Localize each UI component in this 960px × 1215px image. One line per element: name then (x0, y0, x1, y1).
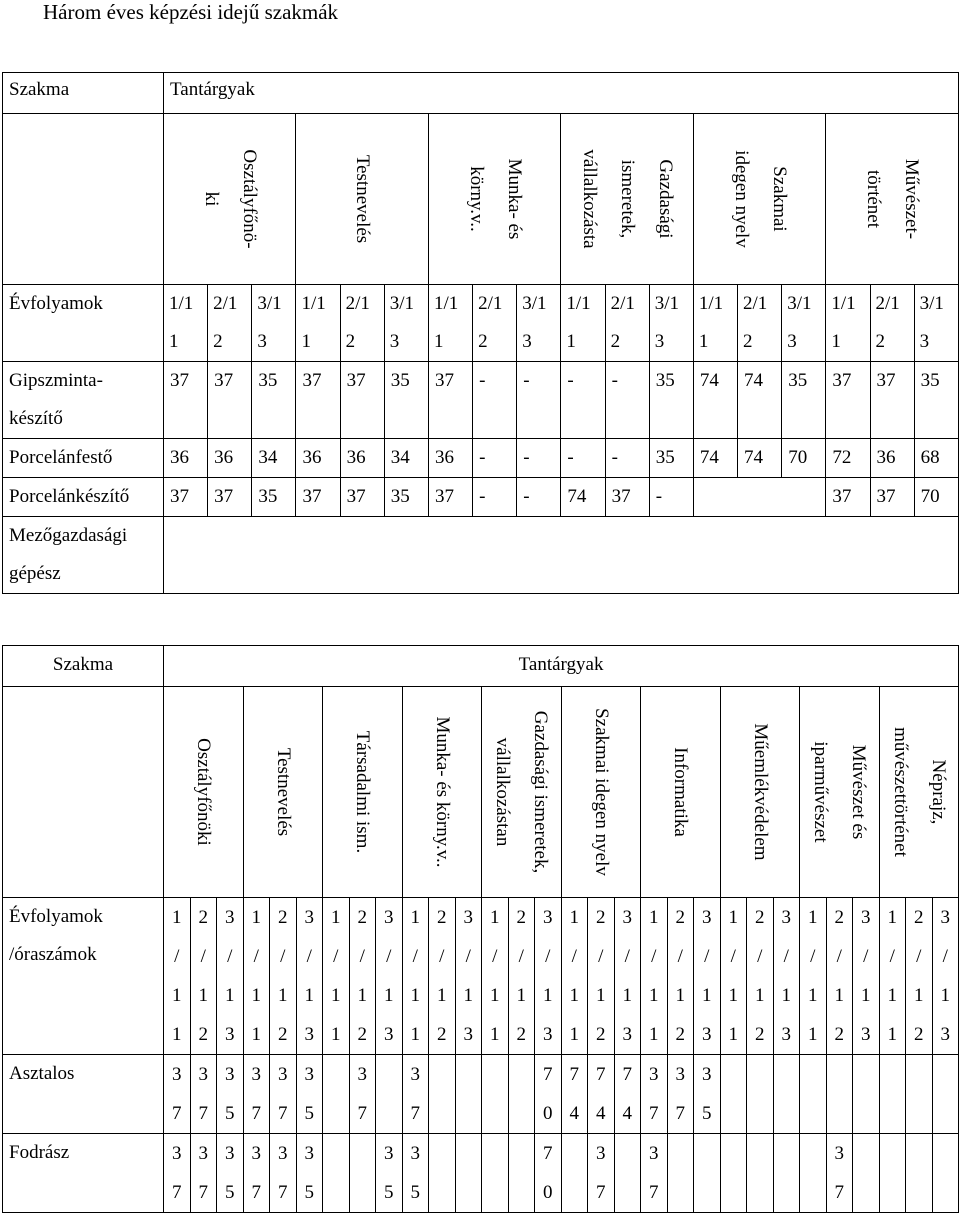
year-cell: 3 / 1 3 (217, 898, 244, 1055)
table-cell: 37 (296, 478, 340, 517)
table-cell: 36 (870, 439, 914, 478)
subject-label: Műemlékvédelem (749, 723, 771, 861)
table-cell (932, 1134, 959, 1213)
table-three-year-2 (2, 645, 959, 1213)
year-cell: 2 / 1 2 (826, 898, 853, 1055)
subject-header (164, 114, 296, 285)
table-cell: 35 (649, 362, 693, 439)
table-cell (720, 1134, 747, 1213)
subject-label: Gazdasági ismeretek, vállalkozásta (579, 149, 677, 249)
table-cell: 7 0 (535, 1055, 562, 1134)
subject-label: Munka- és körny.v.. (465, 158, 525, 240)
year-cell: 1/1 1 (693, 285, 737, 362)
table-cell (482, 1055, 509, 1134)
table-cell (508, 1134, 535, 1213)
table-cell (773, 1134, 800, 1213)
year-cell: 2/1 2 (473, 285, 517, 362)
year-cell: 2 / 1 2 (270, 898, 297, 1055)
table-row (3, 1055, 959, 1134)
subject-header (428, 114, 560, 285)
year-cell: 3 / 1 3 (535, 898, 562, 1055)
year-cell: 3 / 1 3 (376, 898, 403, 1055)
year-cell: 1/1 1 (296, 285, 340, 362)
col-header-tantargyak: Tantárgyak (164, 646, 959, 687)
subject-header (561, 114, 693, 285)
year-cell: 2 / 1 2 (349, 898, 376, 1055)
table-cell (482, 1134, 509, 1213)
year-cell: 2 / 1 2 (747, 898, 774, 1055)
row-label: Fodrász (3, 1134, 164, 1213)
year-cell: 1 / 1 1 (482, 898, 509, 1055)
table-cell (694, 1134, 721, 1213)
table-cell (853, 1055, 880, 1134)
table-cell: 3 5 (296, 1134, 323, 1213)
year-cell: 1 / 1 1 (402, 898, 429, 1055)
table-cell: 37 (826, 362, 870, 439)
table-cell: - (473, 362, 517, 439)
table-cell: 37 (605, 478, 649, 517)
subject-label: Osztályfőnöki (193, 738, 215, 846)
header-row (3, 646, 959, 687)
table-cell: 34 (252, 439, 296, 478)
table-cell (323, 1134, 350, 1213)
empty-cell (3, 114, 164, 285)
year-cell: 1 / 1 1 (800, 898, 827, 1055)
table-cell: 3 5 (296, 1055, 323, 1134)
table-cell: 36 (340, 439, 384, 478)
table-cell: 7 0 (535, 1134, 562, 1213)
table-cell: 3 7 (190, 1134, 217, 1213)
years-row (3, 898, 959, 1055)
subject-label: Testnevelés (352, 154, 374, 244)
table-row (3, 362, 959, 439)
year-cell: 1 / 1 1 (243, 898, 270, 1055)
year-cell: 3 / 1 3 (853, 898, 880, 1055)
subject-header (243, 687, 323, 898)
table-cell (800, 1055, 827, 1134)
subject-label: Informatika (670, 747, 692, 837)
table-cell: 3 5 (217, 1134, 244, 1213)
table-cell: 3 7 (641, 1134, 668, 1213)
table-cell: 3 7 (641, 1055, 668, 1134)
year-cell: 1 / 1 1 (641, 898, 668, 1055)
table-cell: 7 4 (614, 1055, 641, 1134)
table-row (3, 517, 959, 594)
table-cell: 3 7 (243, 1055, 270, 1134)
row-label: Mezőgazdasági gépész (3, 517, 164, 594)
table-cell: 37 (870, 362, 914, 439)
table-cell: - (517, 362, 561, 439)
table-cell: 3 7 (164, 1055, 191, 1134)
table-cell: 37 (208, 478, 252, 517)
table-cell: 37 (340, 478, 384, 517)
table-cell: - (561, 439, 605, 478)
table-cell: 37 (208, 362, 252, 439)
table-cell: 3 7 (270, 1134, 297, 1213)
row-label: Gipszminta- készítő (3, 362, 164, 439)
table-cell: 35 (384, 362, 428, 439)
table-cell (349, 1134, 376, 1213)
table-cell: 37 (340, 362, 384, 439)
year-cell: 2/1 2 (605, 285, 649, 362)
subject-header (826, 114, 959, 285)
table-cell: - (473, 439, 517, 478)
year-cell: 2 / 1 2 (190, 898, 217, 1055)
table-cell (667, 1134, 694, 1213)
table-cell: 36 (428, 439, 472, 478)
subject-header (561, 687, 641, 898)
table-cell: 35 (782, 362, 826, 439)
table-three-year-1 (2, 72, 959, 594)
subject-header (164, 687, 244, 898)
subject-header (641, 687, 721, 898)
table-cell: 3 5 (694, 1055, 721, 1134)
table-cell (455, 1055, 482, 1134)
year-cell: 3/1 3 (782, 285, 826, 362)
table-cell: 35 (914, 362, 958, 439)
table-cell: 3 5 (376, 1134, 403, 1213)
row-label: Porcelánkészítő (3, 478, 164, 517)
table-cell (376, 1055, 403, 1134)
table-cell: 74 (693, 439, 737, 478)
table-cell (879, 1055, 906, 1134)
table-cell (323, 1055, 350, 1134)
year-cell: 3 / 1 3 (932, 898, 959, 1055)
empty-cell (3, 687, 164, 898)
table-cell (508, 1055, 535, 1134)
subject-header (323, 687, 403, 898)
subject-header (482, 687, 562, 898)
table-cell (906, 1134, 933, 1213)
year-cell: 1/1 1 (428, 285, 472, 362)
year-cell: 3 / 1 3 (455, 898, 482, 1055)
table-cell (747, 1134, 774, 1213)
header-row (3, 73, 959, 114)
year-cell: 2/1 2 (208, 285, 252, 362)
year-cell: 2 / 1 2 (588, 898, 615, 1055)
table-cell: - (605, 439, 649, 478)
subject-label: Gazdasági ismeretek, vállalkozástan (492, 710, 552, 874)
table-cell: 34 (384, 439, 428, 478)
table-cell: 3 7 (270, 1055, 297, 1134)
table-cell: 68 (914, 439, 958, 478)
subject-label: Művészet és iparművészet (810, 741, 870, 843)
table-cell (561, 1134, 588, 1213)
subject-header (800, 687, 880, 898)
table-cell: 35 (649, 439, 693, 478)
table-cell: 37 (164, 362, 208, 439)
years-row (3, 285, 959, 362)
subject-header (402, 687, 482, 898)
table-cell (747, 1055, 774, 1134)
col-header-szakma: Szakma (3, 73, 164, 114)
year-cell: 3/1 3 (252, 285, 296, 362)
year-cell: 2 / 1 2 (906, 898, 933, 1055)
year-cell: 3/1 3 (384, 285, 428, 362)
table-cell: 3 7 (826, 1134, 853, 1213)
table-cell: 7 4 (588, 1055, 615, 1134)
table-cell: 37 (826, 478, 870, 517)
table-cell (906, 1055, 933, 1134)
table-cell: - (649, 478, 693, 517)
table-cell: 37 (428, 362, 472, 439)
year-cell: 1 / 1 1 (561, 898, 588, 1055)
table-cell: 70 (782, 439, 826, 478)
subject-header (693, 114, 825, 285)
year-cell: 3/1 3 (649, 285, 693, 362)
table-cell: 3 7 (402, 1055, 429, 1134)
year-cell: 3 / 1 3 (773, 898, 800, 1055)
table-cell (932, 1055, 959, 1134)
year-cell: 1 / 1 1 (323, 898, 350, 1055)
table-cell: 3 7 (588, 1134, 615, 1213)
year-cell: 3 / 1 3 (694, 898, 721, 1055)
row-label: Asztalos (3, 1055, 164, 1134)
table-cell: 74 (738, 439, 782, 478)
table-cell: 37 (164, 478, 208, 517)
page-title: Három éves képzési idejű szakmák (43, 0, 339, 24)
subject-header (296, 114, 428, 285)
table-cell (429, 1055, 456, 1134)
table-cell: 7 4 (561, 1055, 588, 1134)
table-cell: - (561, 362, 605, 439)
table-cell (455, 1134, 482, 1213)
year-cell: 1 / 1 1 (879, 898, 906, 1055)
table-cell: 35 (252, 478, 296, 517)
table-cell: 3 7 (667, 1055, 694, 1134)
subject-label: Néprajz, művészettörténet (889, 727, 949, 857)
table-cell: 35 (252, 362, 296, 439)
subject-label: Szakmai idegen nyelv (730, 150, 790, 248)
subject-label: Munka- és körny.v.. (431, 716, 453, 868)
year-cell: 2 / 1 2 (508, 898, 535, 1055)
table-cell: - (517, 478, 561, 517)
subjects-row (3, 114, 959, 285)
table-cell: 70 (914, 478, 958, 517)
year-cell: 2 / 1 2 (429, 898, 456, 1055)
row-label-evfolyamok: Évfolyamok /óraszámok (3, 898, 164, 1055)
col-header-tantargyak: Tantárgyak (164, 73, 959, 114)
table-cell: 3 7 (243, 1134, 270, 1213)
table-row (3, 478, 959, 517)
subject-label: Szakmai idegen nyelv (590, 708, 612, 876)
table-cell (853, 1134, 880, 1213)
table-cell: 3 7 (190, 1055, 217, 1134)
year-cell: 1/1 1 (561, 285, 605, 362)
table-cell: 36 (208, 439, 252, 478)
year-cell: 2 / 1 2 (667, 898, 694, 1055)
year-cell: 2/1 2 (738, 285, 782, 362)
subject-header (879, 687, 959, 898)
year-cell: 3 / 1 3 (296, 898, 323, 1055)
year-cell: 3/1 3 (517, 285, 561, 362)
table-cell (826, 1055, 853, 1134)
table-cell (614, 1134, 641, 1213)
table-row (3, 1134, 959, 1213)
table-cell: 35 (384, 478, 428, 517)
table-cell (429, 1134, 456, 1213)
subject-label: Osztályfőnö- ki (200, 149, 260, 249)
year-cell: 3/1 3 (914, 285, 958, 362)
subject-label: Testnevelés (272, 747, 294, 837)
table-cell (693, 478, 825, 517)
table-cell (879, 1134, 906, 1213)
table-cell: 36 (164, 439, 208, 478)
subject-label: Művészet- történet (863, 158, 923, 240)
year-cell: 2/1 2 (870, 285, 914, 362)
subject-header (720, 687, 800, 898)
row-label-evfolyamok: Évfolyamok (3, 285, 164, 362)
year-cell: 3 / 1 3 (614, 898, 641, 1055)
table-cell: 3 7 (164, 1134, 191, 1213)
year-cell: 2/1 2 (340, 285, 384, 362)
table-cell: - (473, 478, 517, 517)
col-header-szakma: Szakma (3, 646, 164, 687)
table-cell: 74 (561, 478, 605, 517)
table-cell: 74 (738, 362, 782, 439)
table-cell: 3 5 (402, 1134, 429, 1213)
table-cell: 74 (693, 362, 737, 439)
table-cell (800, 1134, 827, 1213)
year-cell: 1/1 1 (164, 285, 208, 362)
table-row (3, 439, 959, 478)
table-cell: 37 (870, 478, 914, 517)
table-cell (773, 1055, 800, 1134)
table-cell: 36 (296, 439, 340, 478)
table-cell: 72 (826, 439, 870, 478)
row-label: Porcelánfestő (3, 439, 164, 478)
table-cell: 3 7 (349, 1055, 376, 1134)
table-cell: 37 (428, 478, 472, 517)
table-cell: - (605, 362, 649, 439)
table-cell: 3 5 (217, 1055, 244, 1134)
table-cell: - (517, 439, 561, 478)
year-cell: 1 / 1 1 (720, 898, 747, 1055)
table-cell (164, 517, 959, 594)
table-cell (720, 1055, 747, 1134)
table-cell: 37 (296, 362, 340, 439)
subject-label: Társadalmi ism. (352, 730, 374, 854)
subjects-row (3, 687, 959, 898)
year-cell: 1/1 1 (826, 285, 870, 362)
year-cell: 1 / 1 1 (164, 898, 191, 1055)
